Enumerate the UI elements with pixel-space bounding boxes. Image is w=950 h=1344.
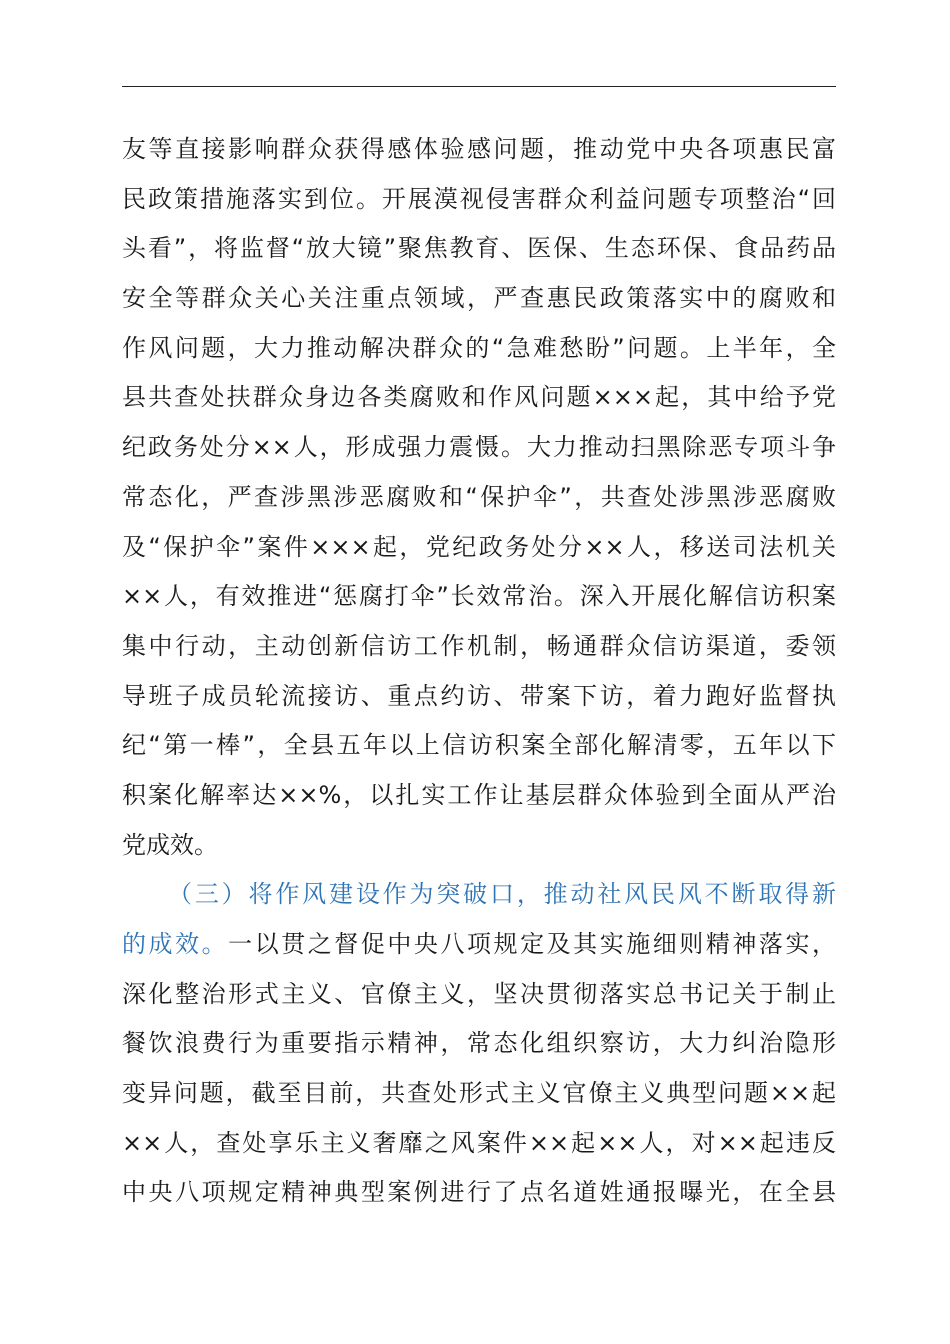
text-span: 一以贯之督促中央八项规定及其实施细则精神落实， <box>228 930 837 958</box>
text-line: 作风问题，大力推动解决群众的“急难愁盼”问题。上半年，全 <box>122 333 836 362</box>
text-line: 深化整治形式主义、官僚主义，坚决贯彻落实总书记关于制止 <box>122 979 836 1008</box>
text-line: 及“保护伞”案件×××起，党纪政务处分××人，移送司法机关 <box>122 532 836 561</box>
text-line: 纪政务处分××人，形成强力震慑。大力推动扫黑除恶专项斗争 <box>122 433 836 462</box>
text-line: 集中行动，主动创新信访工作机制，畅通群众信访渠道，委领 <box>122 631 836 660</box>
body-text <box>122 125 836 1218</box>
text-line: 常态化，严查涉黑涉恶腐败和“保护伞”，共查处涉黑涉恶腐败 <box>122 482 836 511</box>
text-line: 中央八项规定精神典型案例进行了点名道姓通报曝光，在全县 <box>122 1178 836 1207</box>
text-line: 县共查处扶群众身边各类腐败和作风问题×××起，其中给予党 <box>122 383 836 412</box>
text-line: 纪“第一棒”，全县五年以上信访积案全部化解清零，五年以下 <box>122 731 836 760</box>
text-line: ××人，有效推进“惩腐打伞”长效常治。深入开展化解信访积案 <box>122 582 836 611</box>
text-line: 积案化解率达××%，以扎实工作让基层群众体验到全面从严治 <box>122 780 836 809</box>
text-line: 头看”，将监督“放大镜”聚焦教育、医保、生态环保、食品药品 <box>122 234 836 263</box>
text-line: 友等直接影响群众获得感体验感问题，推动党中央各项惠民富 <box>122 135 836 163</box>
header-rule <box>122 86 836 87</box>
section-heading: （三）将作风建设作为突破口，推动社风民风不断取得新 <box>168 880 836 909</box>
paragraph-1 <box>122 125 836 870</box>
text-line: 安全等群众关心关注重点领域，严查惠民政策落实中的腐败和 <box>122 284 836 313</box>
text-line: 变异问题，截至目前，共查处形式主义官僚主义典型问题××起 <box>122 1079 836 1108</box>
text-line: ××人，查处享乐主义奢靡之风案件××起××人，对××起违反 <box>122 1128 836 1157</box>
text-line: 民政策措施落实到位。开展漠视侵害群众利益问题专项整治“回 <box>122 184 836 213</box>
text-line: 餐饮浪费行为重要指示精神，常态化组织察访，大力纠治隐形 <box>122 1029 836 1058</box>
text-line: 导班子成员轮流接访、重点约访、带案下访，着力跑好监督执 <box>122 681 836 710</box>
paragraph-2 <box>122 870 836 1218</box>
text-line: 党成效。 <box>122 830 218 859</box>
section-heading-end: 的成效。 <box>122 930 229 958</box>
text-line <box>122 920 836 970</box>
